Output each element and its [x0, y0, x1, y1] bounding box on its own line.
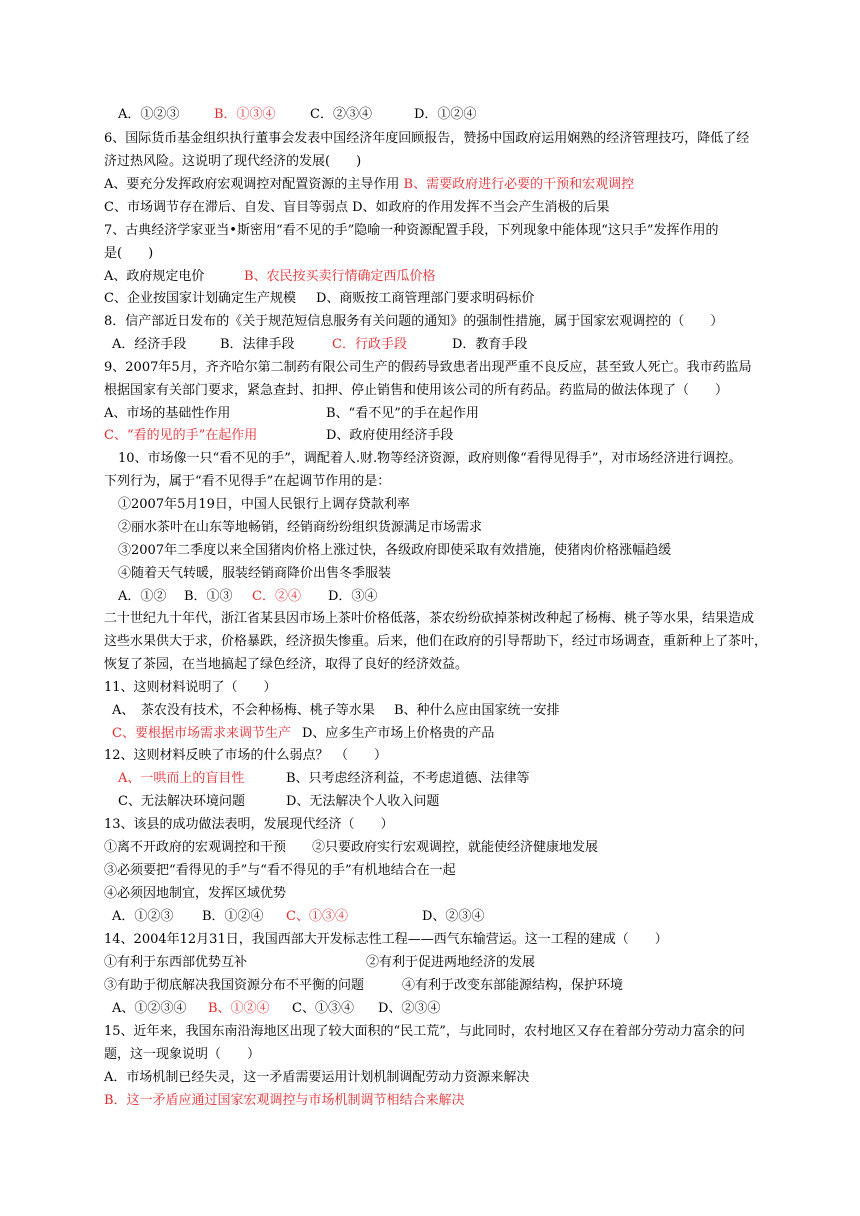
item-2: ②只要政府实行宏观调控，就能使经济健康地发展 [312, 840, 599, 855]
question-13-items-12 [104, 839, 598, 857]
question-10-options [118, 588, 377, 606]
option-a: A、政府规定电价 [104, 269, 205, 284]
question-11-options-ab [112, 702, 560, 720]
option-c-answer: C、①③④ [286, 909, 348, 924]
question-14-items-34 [104, 977, 623, 995]
question-7-stem-cont: 是( ) [104, 246, 154, 261]
option-c: C．②③④ [310, 107, 372, 122]
question-6-options-cd: C、市场调节存在滞后、自发、盲目等弱点 D、如政府的作用发挥不当会产生消极的后果 [104, 200, 610, 215]
option-a: A、①②③④ [112, 1001, 187, 1016]
question-7-options-ab [104, 268, 436, 286]
question-14-items-12 [104, 954, 535, 972]
item-2: ②有利于促进两地经济的发展 [366, 955, 536, 970]
question-8-options [112, 336, 527, 354]
option-a: A．①②③ [118, 107, 180, 122]
option-c-answer: C、“看的见的手”在起作用 [104, 428, 258, 443]
option-c-answer: C．行政手段 [332, 337, 407, 352]
material-line-2: 这些水果供大于求，价格暴跌，经济损失惨重。后来，他们在政府的引导帮助下，经过市场调查，重新种上了茶叶， [104, 634, 768, 649]
option-b-answer: B．①③④ [214, 107, 276, 122]
option-b-answer: B、需要政府进行必要的干预和宏观调控 [403, 177, 635, 192]
question-9-options-ab [104, 405, 479, 423]
option-d: D、无法解决个人收入问题 [286, 794, 440, 809]
option-d: D．教育手段 [452, 337, 528, 352]
question-5-options [118, 106, 476, 124]
question-15-option-a: A．市场机制已经失灵，这一矛盾需要运用计划机制调配劳动力资源来解决 [104, 1070, 530, 1085]
item-4: ④有利于改变东部能源结构，保护环境 [402, 978, 624, 993]
item-1: ①有利于东西部优势互补 [104, 955, 248, 970]
option-d: D．①②④ [414, 107, 477, 122]
option-d: D．③④ [328, 589, 378, 604]
question-6-stem: 6、国际货币基金组织执行董事会发表中国经济年度回顾报告，赞扬中国政府运用娴熟的经济管理技巧，降低了经 [104, 131, 750, 146]
question-10-item-3: ③2007年二季度以来全国猪肉价格上涨过快，各级政府即使采取有效措施，使猪肉价格涨幅趋缓 [118, 543, 672, 558]
option-b-answer: B、农民按买卖行情确定西瓜价格 [244, 269, 436, 284]
question-15-option-b-answer: B．这一矛盾应通过国家宏观调控与市场机制调节相结合来解决 [104, 1093, 465, 1108]
option-b: B．①③ [184, 589, 233, 604]
option-a: A．①② [118, 589, 167, 604]
question-7-stem: 7、古典经济学家亚当•斯密用“看不见的手”隐喻一种资源配置手段，下列现象中能体现“这只手”发挥作用的 [104, 223, 719, 238]
question-10-item-4: ④随着天气转暖，服装经销商降价出售冬季服装 [118, 566, 392, 581]
option-b: B、只考虑经济利益，不考虑道德、法律等 [286, 771, 530, 786]
question-9-options-cd [104, 427, 453, 445]
option-a: A、要充分发挥政府宏观调控对配置资源的主导作用 [104, 177, 400, 192]
item-3: ③有助于彻底解决我国资源分布不平衡的问题 [104, 978, 365, 993]
question-6-options-ab [104, 176, 634, 194]
option-c: C、无法解决环境问题 [118, 794, 245, 809]
option-b: B．①②④ [202, 909, 264, 924]
material-line-1: 二十世纪九十年代，浙江省某县因市场上茶叶价格低落，茶农纷纷砍掉茶树改种起了杨梅、桃子等水果，结果造成 [104, 611, 755, 626]
question-14-options [112, 1000, 440, 1018]
question-14-stem: 14、2004年12月31日，我国西部大开发标志性工程——西气东输营运。这一工程的建成（ ） [104, 932, 668, 947]
option-c: C、①③④ [292, 1001, 354, 1016]
option-d: D、②③④ [378, 1001, 441, 1016]
question-12-stem: 12、这则材料反映了市场的什么弱点？ （ ） [104, 748, 388, 763]
question-7-options-cd [104, 290, 534, 308]
option-a: A、 茶农没有技术，不会种杨梅、桃子等水果 [112, 703, 375, 718]
option-b: B．法律手段 [220, 337, 295, 352]
question-12-options-cd [118, 793, 439, 811]
question-15-stem: 15、近年来，我国东南沿海地区出现了较大面积的“民工荒”，与此同时，农村地区又存在着部分劳动力富余的问 [104, 1024, 745, 1039]
question-10-item-2: ②丽水茶叶在山东等地畅销，经销商纷纷组织货源满足市场需求 [118, 520, 483, 535]
question-11-options-cd [112, 725, 494, 743]
option-d: D、政府使用经济手段 [326, 428, 454, 443]
question-13-item-3: ③必须要把“看得见的手”与“看不得见的手”有机地结合在一起 [104, 863, 456, 878]
question-15-stem-cont: 题，这一现象说明（ ） [104, 1047, 261, 1062]
option-c: C、企业按国家计划确定生产规模 [104, 291, 296, 306]
question-8-stem: 8．信产部近日发布的《关于规范短信息服务有关问题的通知》的强制性措施，属于国家宏观调控的（ ） [104, 314, 724, 329]
question-13-stem: 13、该县的成功做法表明，发展现代经济（ ） [104, 817, 394, 832]
option-c-answer: C、要根据市场需求来调节生产 [112, 726, 291, 741]
option-a: A．经济手段 [112, 337, 187, 352]
option-d: D、应多生产市场上价格贵的产品 [302, 726, 495, 741]
question-12-options-ab [118, 770, 530, 788]
question-11-stem: 11、这则材料说明了（ ） [104, 680, 277, 695]
question-9-stem: 9、2007年5月，齐齐哈尔第二制药有限公司生产的假药导致患者出现严重不良反应，甚至致人死亡。我市药监局 [104, 360, 752, 375]
material-line-3: 恢复了茶园，在当地搞起了绿色经济，取得了良好的经济效益。 [104, 657, 469, 672]
option-c-answer: C．②④ [252, 589, 301, 604]
option-a: A．①②③ [112, 909, 174, 924]
option-b-answer: B、①②④ [208, 1001, 270, 1016]
option-b: B、种什么应由国家统一安排 [394, 703, 560, 718]
item-1: ①离不开政府的宏观调控和干预 [104, 840, 287, 855]
question-10-item-1: ①2007年5月19日，中国人民银行上调存贷款利率 [118, 497, 410, 512]
question-10-stem-cont: 下列行为，属于“看不见得手”在起调节作用的是： [104, 474, 391, 489]
option-d: D、商贩按工商管理部门要求明码标价 [316, 291, 535, 306]
option-a-answer: A、一哄而上的盲目性 [118, 771, 245, 786]
question-6-stem-cont: 济过热风险。这说明了现代经济的发展( ) [104, 154, 362, 169]
question-10-stem: 10、市场像一只“看不见的手”，调配着人.财.物等经济资源，政府则像“看得见得手”，对市场经济进行调控。 [118, 451, 742, 466]
question-13-item-4: ④必须因地制宜，发挥区域优势 [104, 886, 287, 901]
option-b: B、“看不见”的手在起作用 [326, 406, 479, 421]
question-9-stem-cont: 根据国家有关部门要求，紧急查封、扣押、停止销售和使用该公司的所有药品。药监局的做法体现了（ ） [104, 383, 729, 398]
option-d: D、②③④ [422, 909, 485, 924]
option-a: A、市场的基础性作用 [104, 406, 231, 421]
question-13-options [112, 908, 484, 926]
